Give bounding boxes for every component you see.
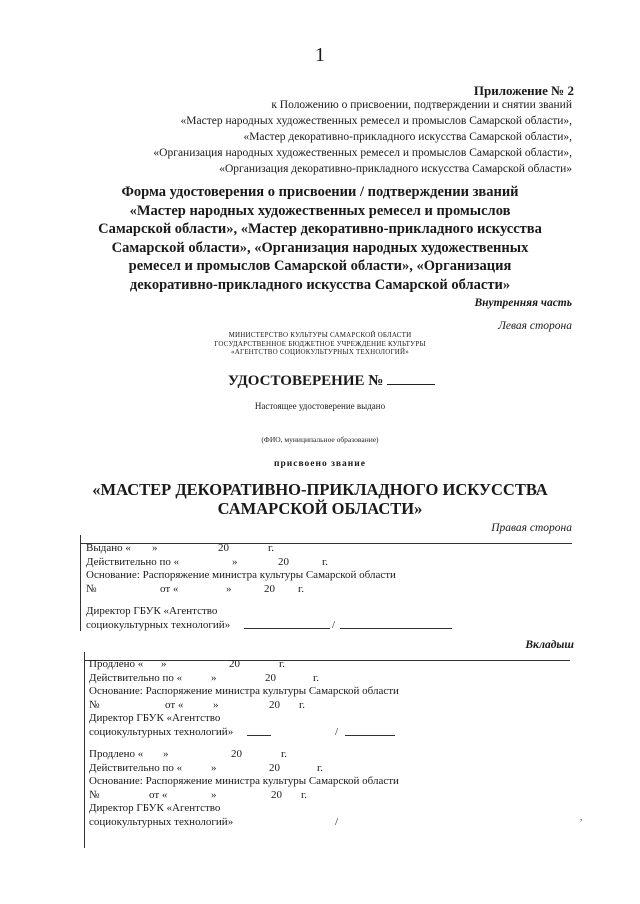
year-suffix: г. xyxy=(279,658,286,670)
year-prefix: 20 xyxy=(269,761,280,774)
year-prefix: 20 xyxy=(231,748,242,760)
year-suffix: г. xyxy=(268,542,275,554)
from-label: от « xyxy=(160,582,179,595)
order-row xyxy=(89,699,489,713)
year-prefix: 20 xyxy=(218,542,229,554)
appendix-line: «Организация декоративно-прикладного искусства Самарской области» xyxy=(219,163,572,175)
quote-close: » xyxy=(211,761,217,774)
corner-mark: , xyxy=(580,812,583,822)
director-label: социокультурных технологий» xyxy=(89,725,234,738)
year-suffix: г. xyxy=(313,671,320,684)
form-title-line: декоративно-прикладного искусства Самарской области» xyxy=(129,276,511,293)
year-prefix: 20 xyxy=(264,582,275,595)
director-row-2 xyxy=(89,816,489,830)
order-row xyxy=(89,789,489,803)
signature-blank xyxy=(247,726,271,736)
ministry-line: ГОСУДАРСТВЕННОЕ БЮДЖЕТНОЕ УЧРЕЖДЕНИЕ КУЛЬТУРЫ xyxy=(214,339,426,348)
quote-close: » xyxy=(232,555,238,568)
valid-label: Действительно по « xyxy=(89,671,183,684)
year-prefix: 20 xyxy=(278,555,289,568)
director-label: Директор ГБУК «Агентство xyxy=(89,802,221,814)
ministry-header xyxy=(150,331,490,357)
valid-row xyxy=(89,672,489,686)
quote-close: » xyxy=(226,582,232,595)
fio-caption: (ФИО, муниципальное образование) xyxy=(261,435,379,444)
rank-title xyxy=(60,480,580,518)
appendix-reference xyxy=(153,97,572,177)
extended-label: Продлено « xyxy=(89,658,144,670)
year-suffix: г. xyxy=(317,761,324,774)
spacer xyxy=(86,596,486,605)
appendix-line: «Организация народных художественных ремесел и промыслов Самарской области», xyxy=(153,147,572,159)
form-title-line: Самарской области», «Организация народных художественных xyxy=(111,239,529,256)
number-sign: № xyxy=(86,582,97,595)
form-title-line: ремесел и промыслов Самарской области», «Организация xyxy=(128,258,512,274)
year-prefix: 20 xyxy=(265,671,276,684)
number-sign: № xyxy=(89,788,100,801)
from-label: от « xyxy=(165,698,184,711)
director-row xyxy=(89,802,489,816)
year-prefix: 20 xyxy=(269,698,280,711)
inserts-label: Вкладыш xyxy=(525,639,574,651)
year-prefix: 20 xyxy=(271,788,282,801)
signature-slash: / xyxy=(332,618,336,631)
director-label: социокультурных технологий» xyxy=(86,618,231,631)
appendix-line: «Мастер декоративно-прикладного искусства Самарской области», xyxy=(243,131,572,143)
signature-slash: / xyxy=(335,815,339,828)
extended-row xyxy=(89,658,489,672)
form-title xyxy=(60,183,580,294)
insert-block-2 xyxy=(89,748,489,829)
rank-line: САМАРСКОЙ ОБЛАСТИ» xyxy=(217,499,423,518)
name-blank xyxy=(340,619,452,629)
director-label: социокультурных технологий» xyxy=(89,815,234,828)
quote-close: » xyxy=(211,671,217,684)
basis-row xyxy=(86,569,486,583)
certificate-title-text: УДОСТОВЕРЕНИЕ № xyxy=(228,373,384,389)
appendix-line: к Положению о присвоении, подтверждении и снятии званий xyxy=(271,99,572,111)
form-title-line: Форма удостоверения о присвоении / подтверждении званий xyxy=(121,184,519,200)
year-suffix: г. xyxy=(301,788,308,801)
order-row xyxy=(86,583,486,597)
quote-close: » xyxy=(152,542,158,554)
insert-block-1 xyxy=(89,658,489,739)
name-blank xyxy=(345,726,395,736)
valid-label: Действительно по « xyxy=(86,555,180,568)
basis-text: Основание: Распоряжение министра культуры Самарской области xyxy=(86,569,396,581)
page-number: 1 xyxy=(315,44,325,66)
quote-close: » xyxy=(213,698,219,711)
basis-row xyxy=(89,775,489,789)
basis-row xyxy=(89,685,489,699)
director-row-2 xyxy=(86,619,486,633)
issued-label: Выдано « xyxy=(86,542,131,554)
quote-close: » xyxy=(161,658,167,670)
ministry-line: «АГЕНТСТВО СОЦИОКУЛЬТУРНЫХ ТЕХНОЛОГИЙ» xyxy=(231,348,409,356)
valid-label: Действительно по « xyxy=(89,761,183,774)
issued-text: Настоящее удостоверение выдано xyxy=(254,401,386,411)
appendix-title: Приложение № 2 xyxy=(473,83,574,98)
block-left-border xyxy=(80,535,81,631)
form-title-line: «Мастер народных художественных ремесел и промыслов xyxy=(129,202,511,219)
valid-row xyxy=(89,762,489,776)
year-suffix: г. xyxy=(299,698,306,711)
director-label: Директор ГБУК «Агентство xyxy=(86,605,218,617)
director-row-2 xyxy=(89,726,489,740)
right-side-block xyxy=(86,542,486,632)
certificate-title xyxy=(228,373,435,390)
appendix-line: «Мастер народных художественных ремесел и промыслов Самарской области», xyxy=(180,115,572,127)
basis-text: Основание: Распоряжение министра культуры Самарской области xyxy=(89,775,399,787)
quote-close: » xyxy=(211,788,217,801)
signature-slash: / xyxy=(335,725,339,738)
basis-text: Основание: Распоряжение министра культуры Самарской области xyxy=(89,685,399,697)
valid-row xyxy=(86,556,486,570)
director-row xyxy=(89,712,489,726)
right-side-label: Правая сторона xyxy=(491,522,572,534)
left-side-label: Левая сторона xyxy=(498,320,572,332)
signature-blank xyxy=(244,619,330,629)
certificate-number-blank xyxy=(387,384,435,385)
year-prefix: 20 xyxy=(229,658,240,670)
number-sign: № xyxy=(89,698,100,711)
year-suffix: г. xyxy=(298,582,305,595)
insert-left-border xyxy=(84,652,85,848)
issued-row xyxy=(86,542,486,556)
ministry-line: МИНИСТЕРСТВО КУЛЬТУРЫ САМАРСКОЙ ОБЛАСТИ xyxy=(228,331,412,339)
director-row xyxy=(86,605,486,619)
year-suffix: г. xyxy=(281,748,288,760)
inner-part-label: Внутренняя часть xyxy=(474,297,572,309)
director-label: Директор ГБУК «Агентство xyxy=(89,712,221,724)
extended-label: Продлено « xyxy=(89,748,144,760)
from-label: от « xyxy=(149,788,168,801)
extended-row xyxy=(89,748,489,762)
form-title-line: Самарской области», «Мастер декоративно-прикладного искусства xyxy=(98,221,542,237)
rank-line: «МАСТЕР ДЕКОРАТИВНО-ПРИКЛАДНОГО ИСКУССТВА xyxy=(92,480,548,499)
quote-close: » xyxy=(163,748,169,760)
year-suffix: г. xyxy=(322,555,329,568)
awarded-text: присвоено звание xyxy=(274,459,366,469)
